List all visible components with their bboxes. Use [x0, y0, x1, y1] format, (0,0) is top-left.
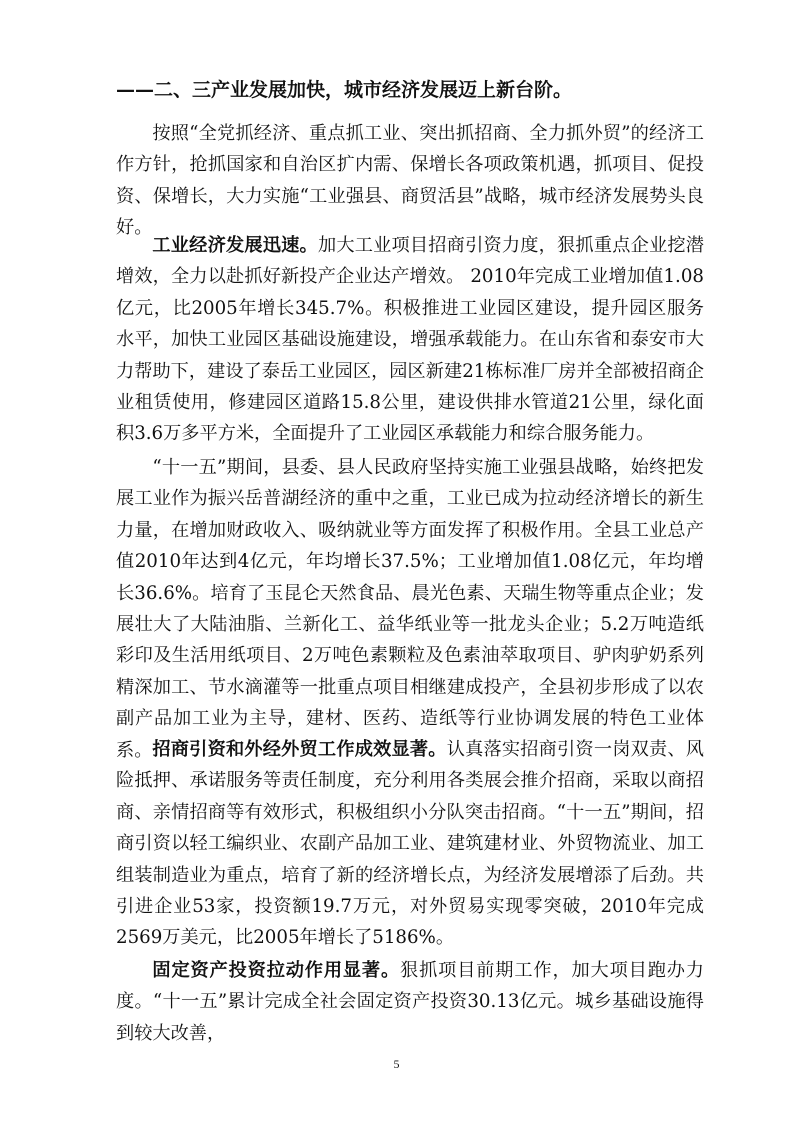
- paragraph-eleventh-five-year-industry: [116, 452, 704, 766]
- paragraph-fixed-asset-investment: [116, 955, 704, 1049]
- paragraph-body: “十一五”期间，县委、县人民政府坚持实施工业强县战略，始终把发展工业作为振兴岳普湖经济的重中之重，工业已成为拉动经济增长的新生力量，在增加财政收入、吸纳就业等方面发挥了积极作用。全县工业总产值2010年达到4亿元，年均增长37.5%；工业增加值1.08亿元，年均增长36.6%。培育了玉昆仑天然食品、晨光色素、天瑞生物等重点企业；发展壮大了大陆油脂、兰新化工、益华纸业等一批龙头企业；5.2万吨造纸彩印及生活用纸项目、2万吨色素颗粒及色素油萃取项目、驴肉驴奶系列精深加工、节水滴灌等一批重点项目相继建成投产，全县初步形成了以农副产品加工业为主导，建材、医药、造纸等行业协调发展的特色工业体系。: [116, 457, 704, 761]
- paragraph-body: 狠抓项目前期工作，加大项目跑办力度。“十一五”累计完成全社会固定资产投资30.13亿元。城乡基础设施得到较大改善，: [116, 960, 704, 1044]
- paragraph-lead: 招商引资和外经外贸工作成效显著。: [152, 739, 447, 760]
- paragraph-investment-trade: [116, 734, 704, 954]
- paragraph-body: 认真落实招商引资一岗双责、风险抵押、承诺服务等责任制度，充分利用各类展会推介招商，采取以商招商、亲情招商等有效形式，积极组织小分队突击招商。“十一五”期间，招商引资以轻工编织业、农副产品加工业、建筑建材业、外贸物流业、加工组装制造业为重点，培育了新的经济增长点，为经济发展增添了后劲。共引进企业53家，投资额19.7万元，对外贸易实现零突破，2010年完成2569万美元，比2005年增长了5186%。: [116, 739, 704, 949]
- section-heading: ——二、三产业发展加快，城市经济发展迈上新台阶。: [116, 79, 573, 101]
- paragraph-body: 加大工业项目招商引资力度，狠抓重点企业挖潜增效，全力以赴抓好新投产企业达产增效。 2010年完成工业增加值1.08亿元，比2005年增长345.7%。积极推进工业园区建设，提升园区服务水平，加快工业园区基础设施建设，增强承载能力。在山东省和泰安市大力帮助下，建设了泰岳工业园区，园区新建21栋标准厂房并全部被招商企业租赁使用，修建园区道路15.8公里，建设供排水管道21公里，绿化面积3.6万多平方米，全面提升了工业园区承载能力和综合服务能力。: [116, 235, 704, 445]
- page-number: 5: [393, 1057, 400, 1071]
- paragraph-economic-policy: [116, 118, 704, 244]
- paragraph-lead: 工业经济发展迅速。: [152, 235, 318, 256]
- paragraph-industrial-growth: [116, 230, 704, 450]
- paragraph-lead: 固定资产投资拉动作用显著。: [152, 960, 401, 981]
- paragraph-body: 按照“全党抓经济、重点抓工业、突出抓招商、全力抓外贸”的经济工作方针，抢抓国家和自治区扩内需、保增长各项政策机遇，抓项目、促投资、保增长，大力实施“工业强县、商贸活县”战略，城市经济发展势头良好。: [116, 123, 704, 239]
